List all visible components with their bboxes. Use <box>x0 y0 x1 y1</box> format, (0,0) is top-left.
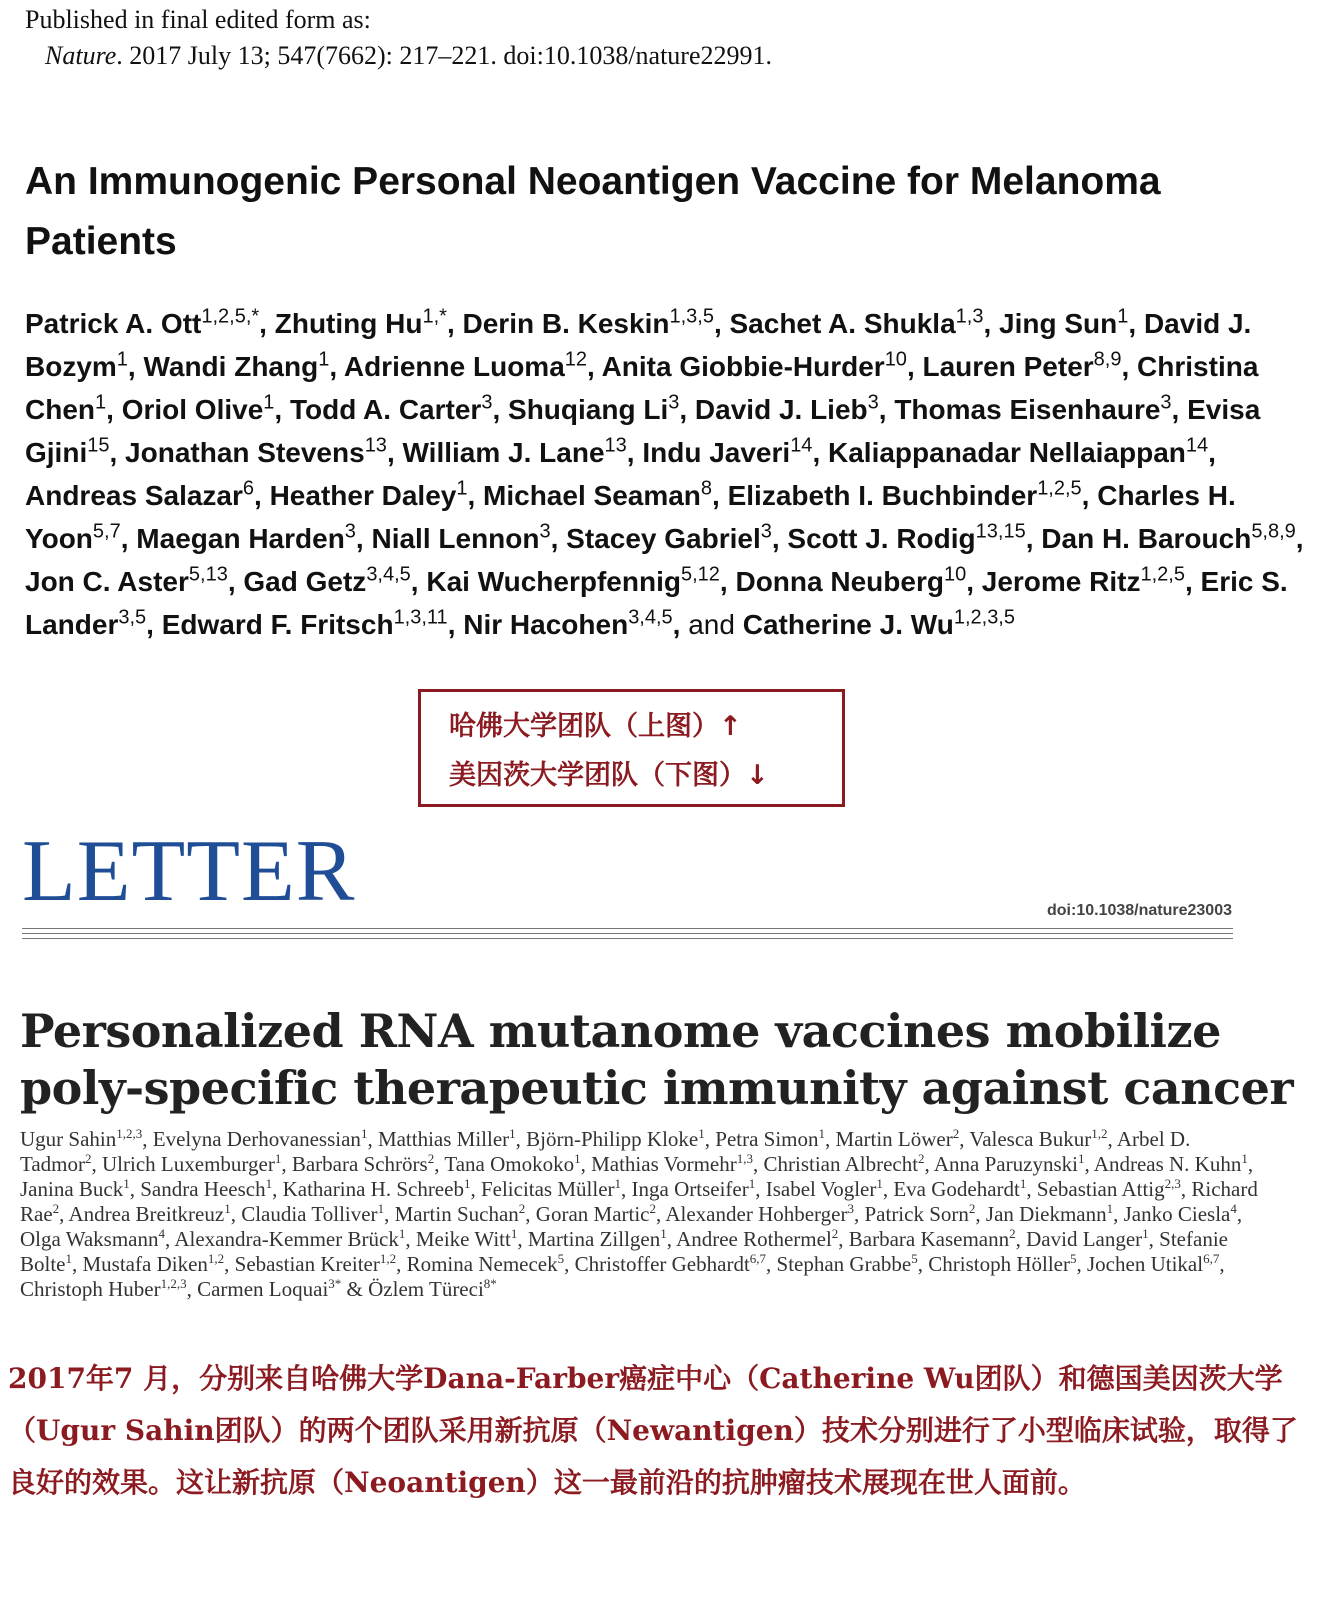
author-name: Martin Suchan <box>394 1202 519 1226</box>
author-affiliation: 1 <box>95 391 107 414</box>
author-affiliation: 1,2,5 <box>1037 477 1082 500</box>
author-affiliation: 3,4,5 <box>628 606 673 629</box>
team-label-box <box>418 689 845 807</box>
author-name: Todd A. Carter <box>289 394 482 425</box>
author-list-and: & <box>346 1277 363 1301</box>
author-affiliation: 1,2,3 <box>160 1276 187 1291</box>
author-affiliation: 2 <box>427 1151 435 1166</box>
author-affiliation: 12 <box>564 348 588 371</box>
author-affiliation: 5 <box>557 1251 565 1266</box>
author-name: Michael Seaman <box>483 480 701 511</box>
author-name: Andrea Breitkreuz <box>68 1202 225 1226</box>
author-affiliation: 15 <box>87 434 110 457</box>
author-name: David J. Lieb <box>694 394 868 425</box>
author-affiliation: 3 <box>344 520 356 543</box>
author-name: Janina Buck <box>20 1177 124 1201</box>
author-affiliation: 8* <box>483 1276 497 1291</box>
author-affiliation: 1 <box>1142 1226 1149 1241</box>
author-affiliation: 1 <box>377 1201 385 1216</box>
author-affiliation: 13,15 <box>975 520 1026 543</box>
author-affiliation: 2,3 <box>1164 1176 1181 1191</box>
author-affiliation: 13 <box>364 434 387 457</box>
author-name: Björn-Philipp Kloke <box>526 1127 699 1151</box>
author-name: Heather Daley <box>269 480 457 511</box>
author-affiliation: 3 <box>481 391 493 414</box>
author-affiliation: 6,7 <box>1203 1251 1220 1266</box>
author-affiliation: 1 <box>263 391 275 414</box>
author-name: Mustafa Diken <box>82 1252 208 1276</box>
author-name: Christian Albrecht <box>763 1152 919 1176</box>
author-name: Dan H. Barouch <box>1041 523 1252 554</box>
paper2-title-line1: Personalized RNA mutanome vaccines mobilize <box>20 1004 1221 1058</box>
paper1-author-list: Patrick A. Ott$^{1,2,5,*}$, Zhuting $Hu^{1,*}$, Derin B. Keskin$^{1,3,5}$, Sachet A. Shukla$^{1,3}$, Jing Sun$^1$, David J. Bozym$^1$, Wandi Zhang$^1$, Adrienne Luoma$^{12}$, Anita Giobbie-Hurder$^{10}$, Lauren Peter$^{8,9}$, Christina Chen$^1$, Oriol Olive$^1$, Todd A. Carter$^3$, Shuqiang Li$^3$, David J. Lieb$^3$, Thomas Eisenhaure$^3$, Evisa Gjini$^{15}$, Jonathan Stevens$^{13}$, William J. Lane$^{13}$, Indu Javeri$^{14}$, Kaliappanadar Nellaiappan$^{14}$, Andreas Salazar$^6$, Heather Daley$^1$, Michael Seaman$^8$, Elizabeth I. Buchbinder$^{1,2,5}$, Charles H. Yoon$^{5,7}$, Maegan Harden$^3$, Niall Lennon$^3$, Stacey Gabriel$^3$, Scott J. Rodig$^{13,15}$, Dan H. Barouch$^{5,8,9}$, Jon C. Aster$^{5,13}$, Gad Getz$^{3,4,5}$, Kai Wucherpfennig$^{5,12}$, Donna Neuberg$^{10}$, Jerome Ritz$^{1,2,5}$, Eric S. Lander$^{3,5}$, Edward F. Fritsch$^{1,3,11}$, Nir Hacohen$^{3,4,5}$, and Catherine J. Wu$^{1,2,3,5}$ <box>25 305 1304 640</box>
author-affiliation: 8 <box>700 477 713 500</box>
letter-heading: LETTER <box>22 823 356 920</box>
author-affiliation: 10 <box>884 348 907 371</box>
author-name: Jonathan Stevens <box>125 437 365 468</box>
author-name: Gad Getz <box>243 566 367 597</box>
author-name: David Langer <box>1026 1227 1143 1251</box>
author-name: Inga Ortseifer <box>631 1177 749 1201</box>
author-affiliation: 3* <box>328 1276 342 1291</box>
author-name: Charles H. Yoon <box>25 480 1236 554</box>
author-name: Janko Ciesla <box>1123 1202 1231 1226</box>
author-affiliation: 6,7 <box>749 1251 767 1266</box>
author-name: Goran Martic <box>535 1202 650 1226</box>
author-affiliation: 1 <box>1241 1151 1248 1166</box>
author-name: Jochen Utikal <box>1087 1252 1204 1276</box>
author-affiliation: 1,* <box>422 305 447 328</box>
author-affiliation: 2 <box>918 1151 925 1166</box>
paper1-title: An Immunogenic Personal Neoantigen Vaccine for Melanoma Patients <box>25 160 1161 263</box>
author-name: Barbara Kasemann <box>848 1227 1010 1251</box>
author-name: Isabel Vogler <box>765 1177 877 1201</box>
author-affiliation: 2 <box>952 1126 960 1141</box>
author-name: Meike Witt <box>415 1227 511 1251</box>
author-name: David J. Bozym <box>25 308 1252 382</box>
author-name: Shuqiang Li <box>508 394 669 425</box>
author-list-and: and <box>688 609 735 640</box>
author-name: Stephan Grabbe <box>776 1252 912 1276</box>
author-name: Zhuting Hu <box>274 308 423 339</box>
author-affiliation: 2 <box>85 1151 92 1166</box>
author-affiliation: 1,3,5 <box>669 305 714 328</box>
author-name: Sebastian Attig <box>1036 1177 1165 1201</box>
author-name: Christoph Höller <box>928 1252 1070 1276</box>
author-affiliation: 3 <box>760 520 772 543</box>
author-name: Jing Sun <box>999 308 1118 339</box>
author-name: Martin Löwer <box>835 1127 953 1151</box>
team-label-mainz: 美因茨大学团队（下图）↓ <box>449 760 769 791</box>
published-label: Published in final edited form as: <box>25 5 371 34</box>
author-affiliation: 1 <box>274 1151 282 1166</box>
author-name: Derin B. Keskin <box>462 308 670 339</box>
author-affiliation: 1 <box>224 1201 231 1216</box>
author-name: Claudia Tolliver <box>241 1202 378 1226</box>
author-affiliation: 1 <box>123 1176 130 1191</box>
author-name: Özlem Türeci <box>368 1277 484 1301</box>
author-name: Patrick A. Ott <box>25 308 202 339</box>
author-affiliation: 14 <box>1185 434 1209 457</box>
author-affiliation: 3,4,5 <box>366 563 411 586</box>
author-affiliation: 5,8,9 <box>1251 520 1296 543</box>
author-affiliation: 1,2,3 <box>116 1126 143 1141</box>
author-affiliation: 2 <box>1009 1226 1016 1241</box>
author-affiliation: 1,3 <box>736 1151 753 1166</box>
author-name: Adrienne Luoma <box>343 351 565 382</box>
author-affiliation: 2 <box>52 1201 60 1216</box>
author-name: Christoph Huber <box>20 1277 161 1301</box>
author-affiliation: 1 <box>116 348 128 371</box>
author-name: Andreas N. Kuhn <box>1093 1152 1242 1176</box>
author-affiliation: 1 <box>818 1126 826 1141</box>
author-name: Carmen Loquai <box>197 1277 329 1301</box>
header-rule-bottom <box>22 938 1233 939</box>
author-affiliation: 1 <box>265 1176 273 1191</box>
author-affiliation: 1 <box>574 1151 581 1166</box>
author-name: Eva Godehardt <box>893 1177 1020 1201</box>
author-name: Oriol Olive <box>121 394 264 425</box>
author-name: Stacey Gabriel <box>566 523 761 554</box>
team-label-harvard: 哈佛大学团队（上图）↑ <box>449 711 742 742</box>
author-affiliation: 1,2 <box>379 1251 397 1266</box>
author-name: Andree Rothermel <box>676 1227 832 1251</box>
author-affiliation: 10 <box>943 563 967 586</box>
author-name: William J. Lane <box>402 437 605 468</box>
author-name: Donna Neuberg <box>735 566 944 597</box>
author-affiliation: 1 <box>398 1226 406 1241</box>
author-name: Eric S. Lander <box>25 566 1288 640</box>
author-name: Anna Paruzynski <box>933 1152 1078 1176</box>
author-name: Ugur Sahin <box>20 1127 117 1151</box>
header-rule-top <box>22 928 1233 929</box>
author-affiliation: 1 <box>876 1176 883 1191</box>
author-affiliation: 2 <box>518 1201 526 1216</box>
author-name: Sebastian Kreiter <box>234 1252 380 1276</box>
author-name: Wandi Zhang <box>143 351 319 382</box>
author-name: Felicitas Müller <box>480 1177 615 1201</box>
author-affiliation: 1 <box>456 477 468 500</box>
author-affiliation: 1 <box>65 1251 72 1266</box>
author-affiliation: 4 <box>158 1226 165 1241</box>
author-name: Jerome Ritz <box>981 566 1141 597</box>
header-rule-mid <box>22 933 1233 934</box>
author-name: Evisa Gjini <box>25 394 1261 468</box>
paper2-title <box>20 1003 1310 1117</box>
author-name: Edward F. Fritsch <box>161 609 394 640</box>
author-name: Ulrich Luxemburger <box>102 1152 275 1176</box>
author-affiliation: 1,2 <box>1091 1126 1108 1141</box>
author-name: Romina Nemecek <box>406 1252 558 1276</box>
author-affiliation: 1,2,5,* <box>201 305 260 328</box>
author-affiliation: 5 <box>1070 1251 1077 1266</box>
author-affiliation: 1,2,3,5 <box>953 606 1015 629</box>
author-name: Martina Zillgen <box>527 1227 661 1251</box>
author-affiliation: 1,2 <box>207 1251 225 1266</box>
author-affiliation: 1 <box>318 348 330 371</box>
author-affiliation: 1,2,5 <box>1140 563 1185 586</box>
author-affiliation: 3 <box>1160 391 1172 414</box>
author-affiliation: 1 <box>614 1176 622 1191</box>
author-affiliation: 4 <box>1230 1201 1237 1216</box>
author-name: Tana Omokoko <box>444 1152 575 1176</box>
author-affiliation: 5,13 <box>188 563 228 586</box>
author-name: Kaliappanadar Nellaiappan <box>828 437 1186 468</box>
author-name: Arbel D. Tadmor <box>20 1127 1191 1176</box>
author-affiliation: 1 <box>360 1126 368 1141</box>
author-name: Thomas Eisenhaure <box>894 394 1161 425</box>
author-affiliation: 5 <box>911 1251 918 1266</box>
author-name: Evelyna Derhovanessian <box>152 1127 361 1151</box>
author-name: Olga Waksmann <box>20 1227 159 1251</box>
author-affiliation: 2 <box>649 1201 657 1216</box>
author-name: Stefanie Bolte <box>20 1227 1228 1276</box>
author-name: Jon C. Aster <box>25 566 189 597</box>
author-affiliation: 2 <box>968 1201 976 1216</box>
author-affiliation: 1 <box>463 1176 471 1191</box>
author-name: Petra Simon <box>715 1127 819 1151</box>
author-name: Elizabeth I. Buchbinder <box>727 480 1038 511</box>
author-name: Catherine J. Wu <box>742 609 954 640</box>
author-affiliation: 1 <box>1019 1176 1027 1191</box>
author-affiliation: 1 <box>510 1226 518 1241</box>
author-name: Lauren Peter <box>922 351 1094 382</box>
journal-name: Nature <box>45 41 117 70</box>
author-affiliation: 13 <box>604 434 627 457</box>
paper2-author-list: Ugur Sahin$^{1,2,3}$, Evelyna Derhovanessian$^1$, Matthias Miller$^1$, Björn-Philipp Kloke$^1$, Petra Simon$^1$, Martin Löwer$^2$, Valesca Bukur$^{1,2}$, Arbel D. Tadmor$^2$, Ulrich Luxemburger$^1$, Barbara Schrörs$^2$, Tana Omokoko$^1$, Mathias Vormehr$^{1,3}$, Christian Albrecht$^2$, Anna Paruzynski$^1$, Andreas N. Kuhn$^1$, Janina Buck$^1$, Sandra Heesch$^1$, Katharina H. Schreeb$^1$, Felicitas Müller$^1$, Inga Ortseifer$^1$, Isabel Vogler$^1$, Eva Godehardt$^1$, Sebastian Attig$^{2,3}$, Richard Rae$^2$, Andrea Breitkreuz$^1$, Claudia Tolliver$^1$, Martin Suchan$^2$, Goran Martic$^2$, Alexander Hohberger$^3$, Patrick Sorn$^2$, Jan Diekmann$^1$, Janko Ciesla$^4$, Olga Waksmann$^4$, Alexandra-Kemmer Brück$^1$, Meike Witt$^1$, Martina Zillgen$^1$, Andree Rothermel$^2$, Barbara Kasemann$^2$, David Langer$^1$, Stefanie Bolte$^1$, Mustafa Diken$^{1,2}$, Sebastian Kreiter$^{1,2}$, Romina Nemecek$^5$, Christoffer Gebhardt$^{6,7}$, Stephan Grabbe$^5$, Christoph Höller$^5$, Jochen Utikal$^{6,7}$, Christoph Huber$^{1,2,3}$, Carmen Loquai$^{3*}$ & Özlem Türeci$^{8*}$ <box>20 1126 1258 1301</box>
citation <box>25 38 772 74</box>
author-affiliation: 5,7 <box>92 520 121 543</box>
author-name: Nir Hacohen <box>463 609 629 640</box>
author-affiliation: 1 <box>509 1126 516 1141</box>
paper2-title-line2: poly-specific therapeutic immunity against cancer <box>20 1061 1294 1115</box>
author-affiliation: 3 <box>539 520 551 543</box>
author-affiliation: 1 <box>1077 1151 1085 1166</box>
author-affiliation: 3,5 <box>118 606 147 629</box>
author-name: Indu Javeri <box>642 437 791 468</box>
author-name: Sandra Heesch <box>140 1177 266 1201</box>
author-affiliation: 1,3 <box>955 305 984 328</box>
author-affiliation: 8,9 <box>1093 348 1122 371</box>
author-affiliation: 6 <box>242 477 255 500</box>
author-name: Katharina H. Schreeb <box>282 1177 464 1201</box>
author-name: Kai Wucherpfennig <box>426 566 681 597</box>
author-affiliation: 1,3,11 <box>393 606 448 629</box>
author-name: Niall Lennon <box>371 523 540 554</box>
author-name: Valesca Bukur <box>969 1127 1092 1151</box>
author-affiliation: 1 <box>660 1226 667 1241</box>
author-affiliation: 3 <box>668 391 680 414</box>
author-name: Alexandra-Kemmer Brück <box>174 1227 399 1251</box>
author-name: Christina Chen <box>25 351 1259 425</box>
author-affiliation: 1 <box>748 1176 756 1191</box>
author-name: Mathias Vormehr <box>591 1152 737 1176</box>
author-affiliation: 5,12 <box>680 563 720 586</box>
author-name: Maegan Harden <box>136 523 345 554</box>
author-name: Scott J. Rodig <box>787 523 976 554</box>
author-name: Jan Diekmann <box>985 1202 1107 1226</box>
author-affiliation: 14 <box>790 434 813 457</box>
author-name: Barbara Schrörs <box>291 1152 428 1176</box>
author-name: Patrick Sorn <box>864 1202 969 1226</box>
summary-caption: 2017年7 月，分别来自哈佛大学Dana-Farber癌症中心（Catherine Wu团队）和德国美因茨大学（Ugur Sahin团队）的两个团队采用新抗原（Newantigen）技术分别进行了小型临床试验，取得了良好的效果。这让新抗原（Neoantigen）这一最前沿的抗肿瘤技术展现在世人面前。 <box>8 1362 1298 1499</box>
author-name: Alexander Hohberger <box>665 1202 848 1226</box>
author-affiliation: 1 <box>698 1126 705 1141</box>
author-affiliation: 1 <box>1106 1201 1114 1216</box>
author-affiliation: 1 <box>1117 305 1129 328</box>
author-name: Richard Rae <box>20 1177 1258 1226</box>
author-name: Christoffer Gebhardt <box>574 1252 750 1276</box>
author-affiliation: 3 <box>847 1201 854 1216</box>
paper2-doi: doi:10.1038/nature23003 <box>1047 902 1232 919</box>
author-affiliation: 2 <box>831 1226 839 1241</box>
author-name: Matthias Miller <box>377 1127 510 1151</box>
author-name: Andreas Salazar <box>25 480 243 511</box>
author-name: Sachet A. Shukla <box>729 308 956 339</box>
author-affiliation: 3 <box>867 391 879 414</box>
publication-note <box>25 2 772 74</box>
citation-details: . 2017 July 13; 547(7662): 217–221. doi:10.1038/nature22991. <box>116 41 773 70</box>
author-name: Anita Giobbie-Hurder <box>601 351 885 382</box>
